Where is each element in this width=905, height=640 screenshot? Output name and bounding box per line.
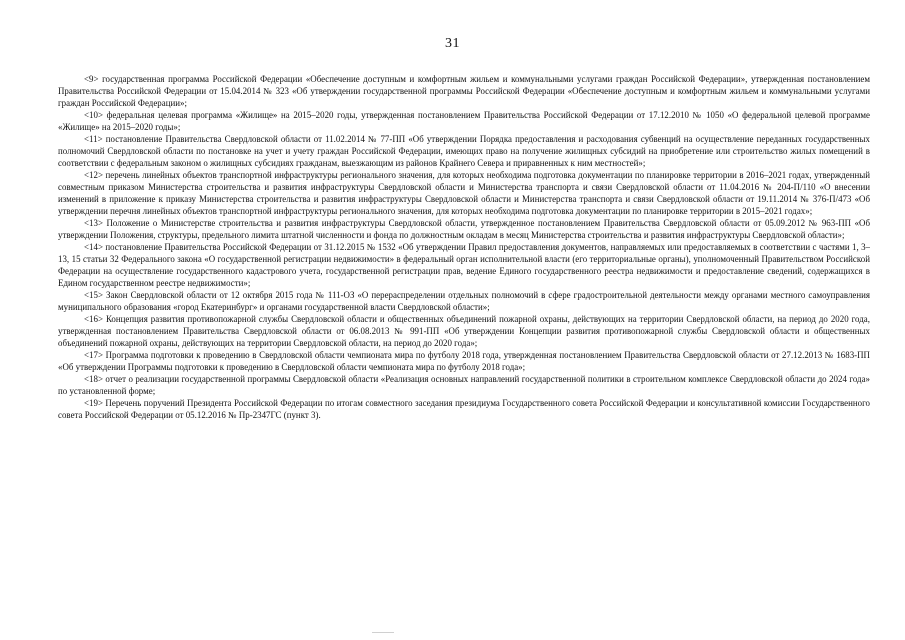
footnote-18: <18> отчет о реализации государственной программы Свердловской области «Реализация основных направлений государственной политики в строительном комплексе Свердловской области до 2024 года» по установленной форме; (58, 374, 870, 396)
footnote-13: <13> Положение о Министерстве строительства и развития инфраструктуры Свердловской области, утвержденное постановлением Правительства Свердловской области от 05.09.2012 № 963-ПП «Об утверждении Положения, структуры, предельного лимита штатной численности и фонда по должностным окладам в месяц Министерства строительства и развития инфраструктуры Свердловской области»; (58, 218, 870, 240)
footnote-10: <10> федеральная целевая программа «Жилище» на 2015–2020 годы, утвержденная постановлением Правительства Российской Федерации от 17.12.2010 № 1050 «О федеральной целевой программе «Жилище» на 2015–2020 годы»; (58, 110, 870, 132)
footnote-9: <9> государственная программа Российской Федерации «Обеспечение доступным и комфортным жильем и коммунальными услугами граждан Российской Федерации», утвержденная постановлением Правительства Российской Федерации от 15.04.2014 № 323 «Об утверждении государственной программы Российской Федерации «Обеспечение доступным и комфортным жильем и коммунальными услугами граждан Российской Федерации»; (58, 74, 870, 108)
footnote-14: <14> постановление Правительства Российской Федерации от 31.12.2015 № 1532 «Об утверждении Правил предоставления документов, направляемых или предоставляемых в соответствии с частями 1, 3–13, 15 статьи 32 Федерального закона «О государственной регистрации недвижимости» в федеральный орган исполнительной власти (его территориальные органы), уполномоченный Правительством Российской Федерации на осуществление государственного кадастрового учета, государственной регистрации прав, ведение Единого государственного реестра недвижимости и предоставление сведений, содержащихся в Едином государственном реестре недвижимости»; (58, 242, 870, 288)
page-number: 31 (445, 36, 460, 51)
footnote-15: <15> Закон Свердловской области от 12 октября 2015 года № 111-ОЗ «О перераспределении отдельных полномочий в сфере градостроительной деятельности между органами местного самоуправления муниципального образования «город Екатеринбург» и органами государственной власти Свердловской области»; (58, 290, 870, 312)
footnotes-list (58, 73, 870, 421)
footnote-11: <11> постановление Правительства Свердловской области от 11.02.2014 № 77-ПП «Об утверждении Порядка предоставления и расходования субвенций на осуществление переданных государственных полномочий Свердловской области по постановке на учет и учету граждан Российской Федерации, имеющих право на получение жилищных субсидий на приобретение или строительство жилых помещений в соответствии с федеральным законом о жилищных субсидиях гражданам, выезжающим из районов Крайнего Севера и приравненных к ним местностей»; (58, 134, 870, 168)
footnote-19: <19> Перечень поручений Президента Российской Федерации по итогам совместного заседания президиума Государственного совета Российской Федерации и консультативной комиссии Государственного совета Российской Федерации от 05.12.2016 № Пр-2347ГС (пункт 3). (58, 398, 870, 420)
footnote-12: <12> перечень линейных объектов транспортной инфраструктуры регионального значения, для которых необходима подготовка документации по планировке территории в 2016–2021 годах, утвержденный совместным приказом Министерства строительства и развития инфраструктуры Свердловской области и Министерства транспорта и связи Свердловской области от 11.04.2016 № 204-П/110 «О внесении изменений в приложение к приказу Министерства строительства и развития инфраструктуры Свердловской области и Министерства транспорта и связи Свердловской области от 19.11.2014 № 376-П/473 «Об утверждении перечня линейных объектов транспортной инфраструктуры регионального значения, для которых необходима подготовка документации по планировке территории в 2015–2021 годах»; (58, 170, 870, 216)
footnote-17: <17> Программа подготовки к проведению в Свердловской области чемпионата мира по футболу 2018 года, утвержденная постановлением Правительства Свердловской области от 27.12.2013 № 1683-ПП «Об утверждении Программы подготовки к проведению в Свердловской области чемпионата мира по футболу 2018 года»; (58, 350, 870, 372)
footnote-16: <16> Концепция развития противопожарной службы Свердловской области и общественных объединений пожарной охраны, действующих на территории Свердловской области, на период до 2020 года, утвержденная постановлением Правительства Свердловской области от 06.08.2013 № 991-ПП «Об утверждении Концепции развития противопожарной службы Свердловской области и общественных объединений пожарной охраны, действующих на территории Свердловской области, на период до 2020 года»; (58, 314, 870, 348)
scan-edge-mark (372, 632, 394, 633)
